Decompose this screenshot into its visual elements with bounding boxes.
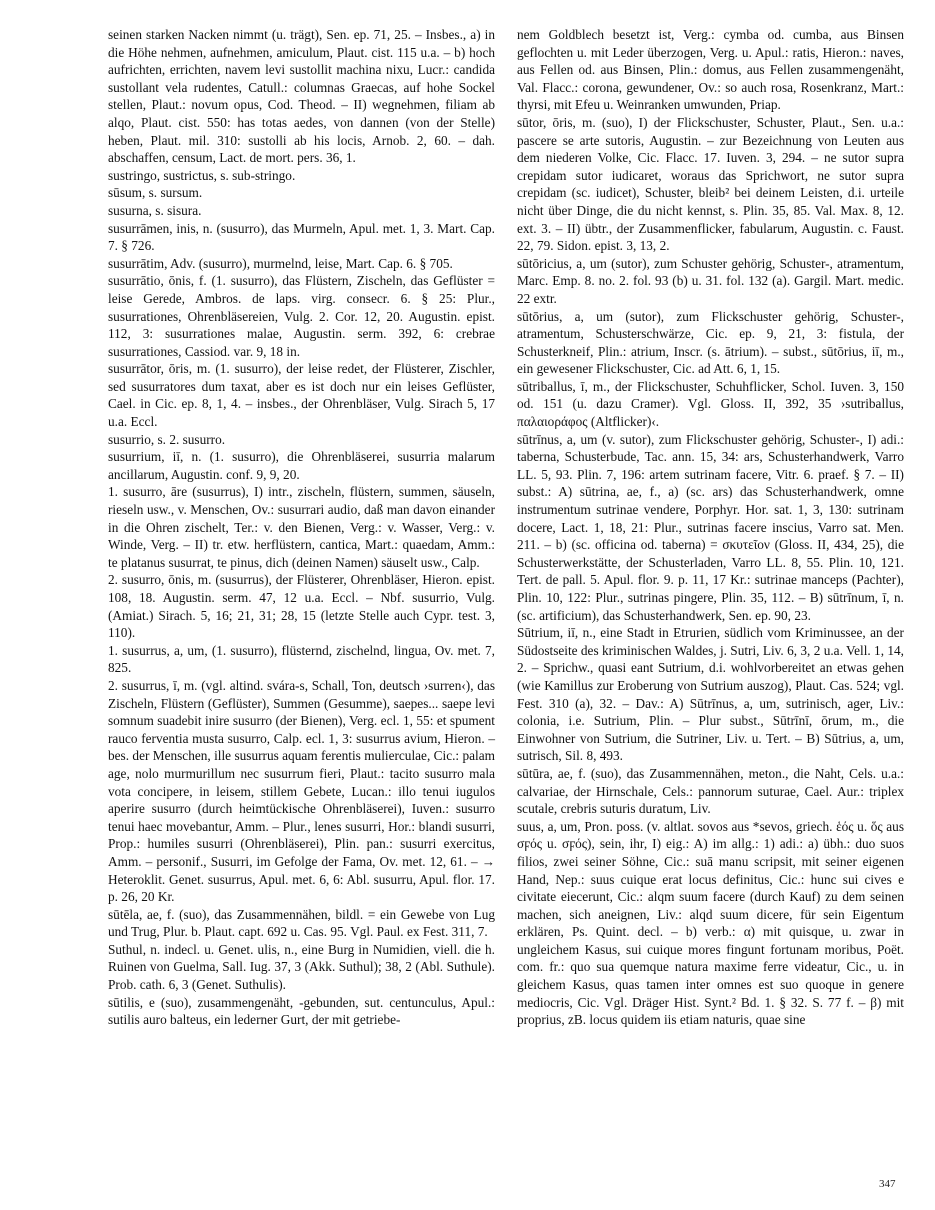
page-number: 347 [879,1178,896,1190]
dictionary-entry: sūtōricius, a, um (sutor), zum Schuster gehörig, Schuster-, atramentum, Marc. Emp. 8. no. 2. fol. 93 (b) u. 31. fol. 132 (a). Gargil. Mart. medic. 22 extr. [517,255,904,306]
dictionary-entry: sūtrīnus, a, um (v. sutor), zum Flickschuster gehörig, Schuster-, I) adi.: taberna, Schusterbude, Tac. ann. 15, 34: ars, Schusterhandwerk, Varro LL. 5, 93. Plin. 7, 196: artem sutrinam facere, Vitr. 6. praef. § 7. – II) subst.: A) sūtrina, ae, f., a) (sc. ars) das Schusterhandwerk, omne instrumentum sutrinae vendere, Porphyr. Hor. sat. 1, 3, 130: sutrinam docere, Lact. 1, 18, 21: Plur., sutrinas facere inscius, Varro sat. Men. 211. – b) (sc. officina od. taberna) = σκυτεῖον (Gloss. II, 434, 25), die Schusterwerkstätte, der Schusterladen, Varro LL. 8, 55. Plin. 10, 121. Tert. de pall. 5. Apul. flor. 9. p. 11, 17 Kr.: sutrinae manceps (Pachter), Plin. 10, 122: Plur., sutrinas pingere, Plin. 35, 112. – B) sūtrīnum, ī, n. (sc. artificium), das Schusterhandwerk, Sen. ep. 90, 23. [517,431,904,623]
right-column [517,26,904,1029]
dictionary-entry: sūtēla, ae, f. (suo), das Zusammennähen, bildl. = ein Gewebe von Lug und Trug, Plur. b. Plaut. capt. 692 u. Cas. 95. Vgl. Paul. ex Fest. 311, 7. [108,906,495,940]
dictionary-entry: susurrio, s. 2. susurro. [108,431,226,447]
dictionary-entry: Sūtrium, iī, n., eine Stadt in Etrurien, südlich vom Kriminussee, an der Südostseite des kriminischen Waldes, j. Sutri, Liv. 6, 3, 2 u.a. Vell. 1, 14, 2. – Sprichw., quasi eant Sutrium, d.i. wohlvorbereitet an etwas gehen (wie Kamillus zur Eroberung von Sutrium auszog), Plaut. Cas. 524; vgl. Fest. 310 (a), 32. – Dav.: A) Sūtrīnus, a, um, sutrinisch, ager, Liv.: colonia, i.e. Sutrium, Plin. – Plur subst., Sūtrīnī, ōrum, m., die Einwohner von Sutrium, die Sutriner, Liv. u. Tert. – B) Sūtrius, a, um, sutrisch, Sil. 8, 493. [517,625,904,764]
dictionary-entry: 2. susurro, ōnis, m. (susurrus), der Flüsterer, Ohrenbläser, Hieron. epist. 108, 18. Augustin. serm. 47, 12 u.a. Eccl. – Nbf. susurrio, Vulg. (Amiat.) Sirach. 5, 16; 21, 31; 28, 15 (letzte Stelle auch Cypr. test. 3, 110). [108,572,495,641]
dictionary-entry: sūsum, s. sursum. [108,185,203,201]
dictionary-entry: sūtriballus, ī, m., der Flickschuster, Schuhflicker, Schol. Iuven. 3, 150 od. 151 (u. dazu Cramer). Vgl. Gloss. II, 392, 35 ›sutriballus, παλαιοράφος (Altflicker)‹. [517,378,904,430]
dictionary-entry: 2. susurrus, ī, m. (vgl. altind. svára-s, Schall, Ton, deutsch ›surren‹), das Zischeln, Flüstern (Geflüster), Summen (Gesumme), saepes... saepe levi somnum suadebit inire susurro (der Bienen), Verg. ecl. 1, 55: et spument rauco ferventia musta susurro, Calp. ecl. 1, 3: susurrus avium, Hieron. – bes. der Menschen, ille susurrus aquam ferentis mulierculae, Cic.: palam age, nolo murmurillum nec susurrum fieri, Plaut.: tacito susurro mala vota concipere, in leisem, stillem Gebete, Lucan.: illo tenui iugulos aperire susurro (durch heimtückische Ohrenbläserei), Iuven.: susurro tenui haec movebantur, Amm. – Plur., lenes susurri, Hor.: blandi susurri, Prop.: humiles susurri (Ohrenbläserei), Plin. pan.: susurri exercitus, Amm. – personif., Susurri, im Gefolge der Fama, Ov. met. 12, 61. – → Heteroklit. Genet. susurrus, Apul. met. 6, 6: Abl. susurru, Apul. flor. 17. p. 26, 20 Kr. [108,677,495,905]
dictionary-entry: susurrātim, Adv. (susurro), murmelnd, leise, Mart. Cap. 6. § 705. [108,255,453,271]
dictionary-entry: susurrātor, ōris, m. (1. susurro), der leise redet, der Flüsterer, Zischler, sed susurratores dum taxat, aber es ist doch nur ein leises Geflüster, Cael. in Cic. ep. 8, 1, 4. – insbes., der Ohrenbläser, Vulg. Sirach 5, 17 u.a. Eccl. [108,361,495,430]
dictionary-entry: susurrātio, ōnis, f. (1. susurro), das Flüstern, Zischeln, das Geflüster = leise Gerede, Ambros. de laps. virg. consecr. 6. § 25: Plur., susurrationes, Ohrenbläsereien, Vulg. 2. Cor. 12, 20. Augustin. epist. 112, 3: susurrationes malae, Augustin. serm. 392, 6: crebrae susurrationes, Cassiod. var. 9, 18 in. [108,273,495,359]
dictionary-entry: susurrium, iī, n. (1. susurro), die Ohrenbläserei, susurria malarum ancillarum, Augustin. conf. 9, 9, 20. [108,449,495,482]
dictionary-entry: 1. susurrus, a, um, (1. susurro), flüsternd, zischelnd, lingua, Ov. met. 7, 825. [108,642,495,676]
dictionary-entry: seinen starken Nacken nimmt (u. trägt), Sen. ep. 71, 25. – Insbes., a) in die Höhe nehmen, aufnehmen, amiculum, Plaut. cist. 115 u.a. – b) hoch aufrichten, errichten, navem levi sustollit machina nixu, Lucr.: candida sustollant vela rudentes, Catull.: columnas Graecas, auf hohe Sockel stellen, Plaut.: novum opus, Cod. Theod. – II) wegnehmen, filiam ab alqo, Plaut. cist. 550: has totas aedes, von dannen (von der Stelle) heben, Plaut. mil. 310: sustolli ab his locis, Arnob. 2, 60. – dah. abschaffen, censum, Lact. de mort. pers. 36, 1. [108,27,495,166]
left-column [108,26,495,1029]
dictionary-entry: 1. susurro, āre (susurrus), I) intr., zischeln, flüstern, summen, säuseln, rieseln usw., v. Menschen, Ov.: susurrari audio, daß man davon einander in die Ohren zischelt, Ter.: v. den Bienen, Verg.: v. Wasser, Verg.: v. Winde, Verg. – II) tr. etw. herflüstern, cantica, Mart.: quaedam, Amm.: te platanus susurrat, te pinus, dich (deinen Namen) säuselt usw., Calp. [108,484,495,570]
dictionary-entry: susurna, s. sisura. [108,202,202,218]
dictionary-entry: suus, a, um, Pron. poss. (v. altlat. sovos aus *sevos, griech. ἑός u. ὅς aus σϝός u. σϝός), sein, ihr, I) eig.: A) im allg.: 1) adi.: a) übh.: duo suos filios, zwei seiner Söhne, Cic.: suā manu scripsit, mit seiner eigenen Hand, Nep.: suus cuique erat locus definitus, Cic.: hunc sui cives e civitate eiecerunt, Cic.: alqm suum facere (durch Kauf) zu dem seinen machen, sich aneignen, Liv.: alqd suum dicere, für sein Eigentum erklären, Ps. Quint. decl. – b) verb.: α) mit quisque, u. zwar in ungleichem Kasus, sui cuique mores fingunt fortunam moribus, Poët. com. fr.: quo sua quemque natura maxime ferre videatur, Cic., u. in gleichem Kasus, quas tamen inter omnes est suo quoque in genere mediocris, Cic. Vgl. Dräger Hist. Synt.² Bd. 1. § 32. S. 77 f. – β) mit proprius, zB. locus quidem iis etiam naturis, quae sine [517,818,904,1028]
dictionary-entry: susurrāmen, inis, n. (susurro), das Murmeln, Apul. met. 1, 3. Mart. Cap. 7. § 726. [108,220,495,254]
dictionary-entry: sūtūra, ae, f. (suo), das Zusammennähen, meton., die Naht, Cels. u.a.: calvariae, der Hirnschale, Cels.: pannorum suturae, Cael. Aur.: triplex scutale, crebris suturis duratum, Liv. [517,765,904,817]
dictionary-entry: sustringo, sustrictus, s. sub-stringo. [108,167,296,183]
dictionary-entry: sūtor, ōris, m. (suo), I) der Flickschuster, Schuster, Plaut., Sen. u.a.: pascere se arte sutoris, Augustin. – zur Bezeichnung von Leuten aus dem niederen Volke, Cic. Flacc. 17. Iuven. 3, 294. – ne sutor supra crepidam sutor iudicaret, woraus das Sprichwort, ne sutor supra crepidam (sc. iudicet), Schuster, bleib² bei deinem Leisten, d.i. urteile nicht über Dinge, die du nicht kennst, s. Plin. 35, 85. Val. Max. 8, 12. ext. 3. – II) übtr., der Zusammenflicker, fabularum, Augustin. c. Faust. 22, 79. Sidon. epist. 3, 13, 2. [517,114,904,254]
dictionary-entry: sūtilis, e (suo), zusammengenäht, -gebunden, sut. centunculus, Apul.: sutilis auro balteus, ein lederner Gurt, der mit getriebe- [108,994,495,1028]
dictionary-entry: sūtōrius, a, um (sutor), zum Flickschuster gehörig, Schuster-, atramentum, Schusterschwärze, Cic. ep. 9, 21, 3: fistula, der Schusterkneif, Plin.: atrium, Inscr. (s. ātrium). – subst., sūtōrius, iī, m., ein gewesener Flickschuster, Cic. ad Att. 6, 1, 15. [517,308,904,377]
dictionary-entry: nem Goldblech besetzt ist, Verg.: cymba od. cumba, aus Binsen geflochten u. mit Leder überzogen, Verg. u. Apul.: ratis, Hieron.: naves, aus Fellen od. aus Binsen, Plin.: domus, aus Fellen zusammengenäht, Val. Flacc.: corona, gewundener, Ov.: so auch rosa, Rosenkranz, Mart.: thyrsi, mit Efeu u. Weinranken umwunden, Priap. [517,27,904,113]
dictionary-entry: Suthul, n. indecl. u. Genet. ulis, n., eine Burg in Numidien, viell. die h. Ruinen von Guelma, Sall. Iug. 37, 3 (Akk. Suthul); 38, 2 (Abl. Suthule). Prob. cath. 6, 3 (Genet. Suthulis). [108,941,495,993]
